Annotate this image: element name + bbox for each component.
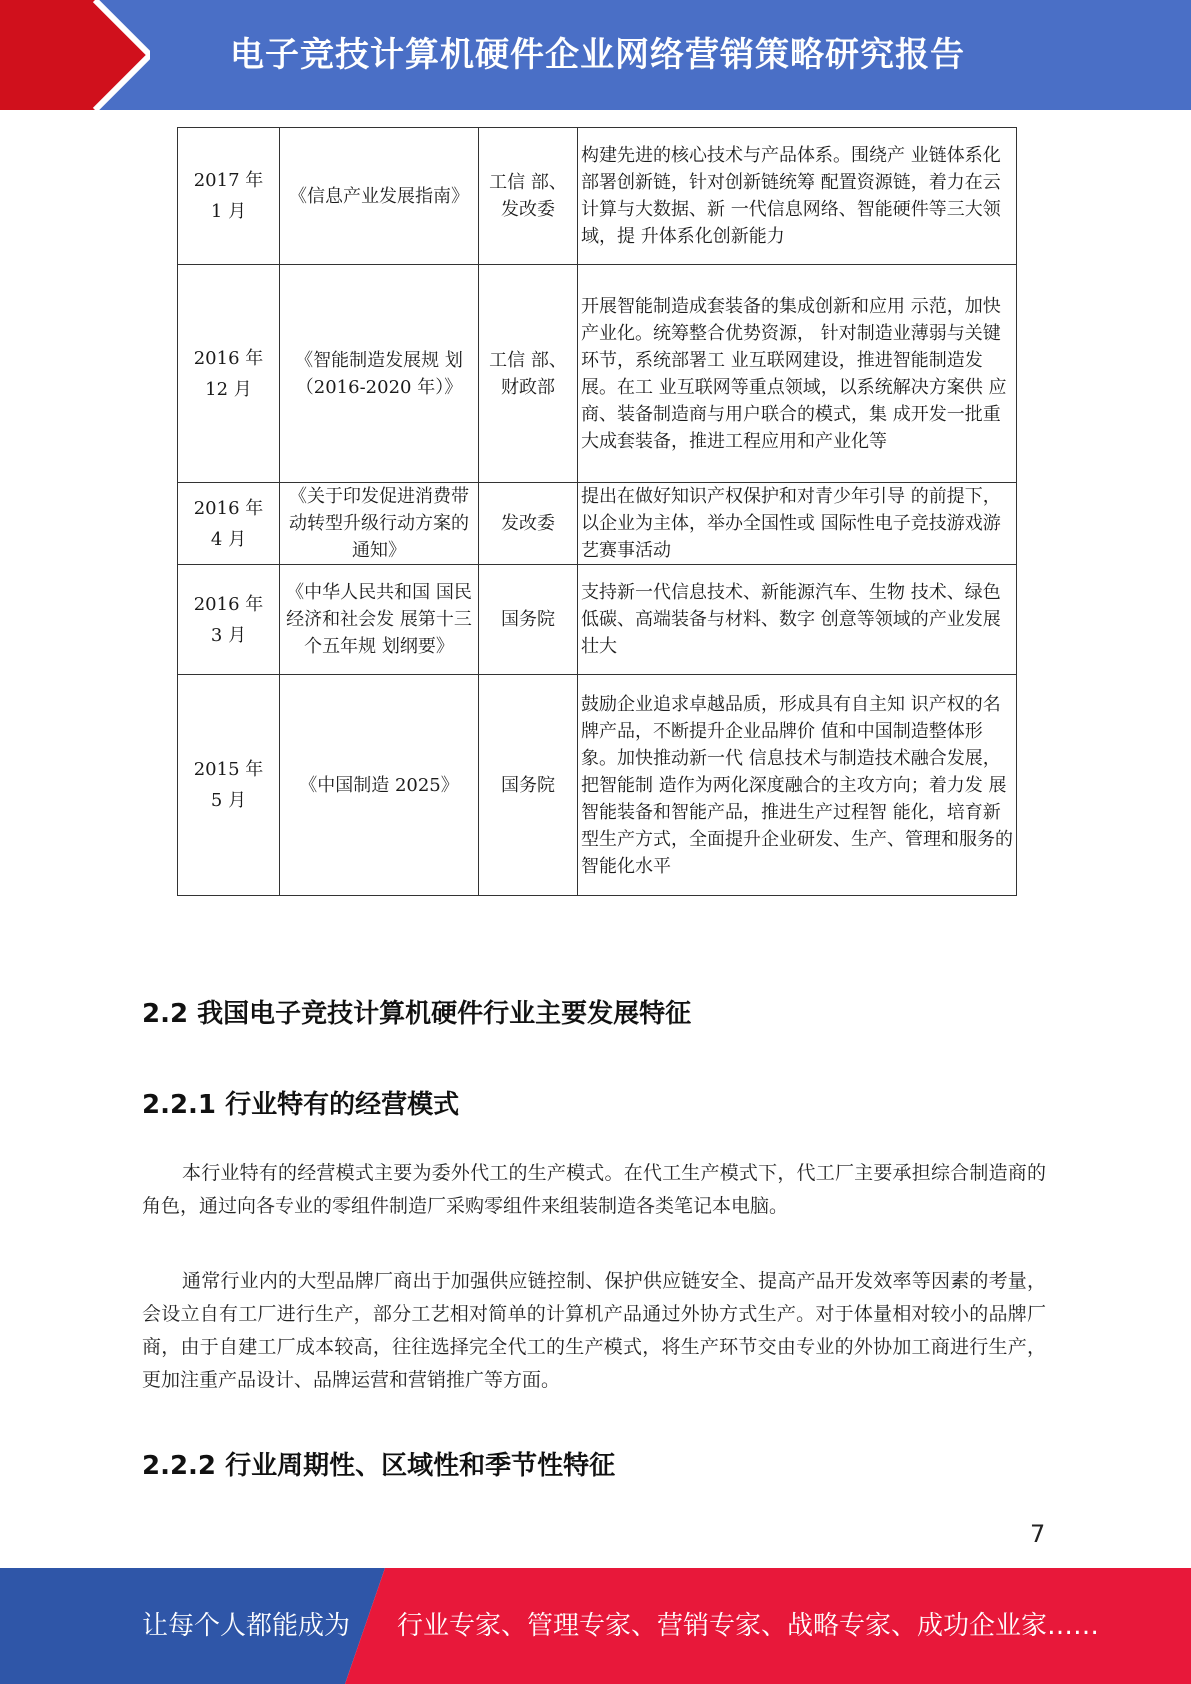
date-month: 5 月 [210, 790, 247, 811]
date-cell [178, 675, 280, 896]
report-title: 电子竞技计算机硬件企业网络营销策略研究报告 [230, 35, 965, 75]
page-header [0, 0, 1191, 110]
content-cell: 支持新一代信息技术、新能源汽车、生物 技术、绿色低碳、高端装备与材料、数字 创意等领域的产业发展壮大 [578, 565, 1017, 675]
department-cell: 国务院 [479, 675, 578, 896]
policy-table [177, 127, 1017, 896]
section-heading-2-2-2: 2.2.2 行业周期性、区域性和季节性特征 [142, 1451, 616, 1481]
page-number: 7 [1030, 1520, 1046, 1548]
paragraph: 本行业特有的经营模式主要为委外代工的生产模式。在代工生产模式下，代工厂主要承担综合制造商的角色，通过向各专业的零组件制造厂采购零组件来组装制造各类笔记本电脑。 [142, 1162, 1046, 1217]
content-cell: 构建先进的核心技术与产品体系。围绕产 业链体系化部署创新链，针对创新链统筹 配置资源链，着力在云计算与大数据、新 一代信息网络、智能硬件等三大领域，提 升体系化创新能力 [578, 128, 1017, 265]
table-row [178, 565, 1017, 675]
date-month: 3 月 [210, 624, 247, 646]
section-heading-2-2: 2.2 我国电子竞技计算机硬件行业主要发展特征 [142, 999, 692, 1029]
document-cell: 《中华人民共和国 国民经济和社会发 展第十三个五年规 划纲要》 [280, 565, 479, 675]
footer-slogan-right: 行业专家、管理专家、营销专家、战略专家、成功企业家…… [397, 1611, 1100, 1641]
date-cell [178, 128, 280, 265]
date-month: 4 月 [210, 528, 247, 550]
date-year: 2016 年 [193, 347, 264, 369]
document-cell: 《中国制造 2025》 [280, 675, 479, 896]
date-cell [178, 565, 280, 675]
content-cell: 鼓励企业追求卓越品质，形成具有自主知 识产权的名牌产品，不断提升企业品牌价 值和中国制造整体形象。加快推动新一代 信息技术与制造技术融合发展，把智能制 造作为两化深度融合的主攻方向；着力发 展智能装备和智能产品，推进生产过程智 能化，培育新型生产方式，全面提升企业研发、生产、管理和服务的智能化水平 [578, 675, 1017, 896]
content-cell: 开展智能制造成套装备的集成创新和应用 示范，加快产业化。统筹整合优势资源， 针对制造业薄弱与关键环节，系统部署工 业互联网建设，推进智能制造发展。在工 业互联网等重点领域，以系统解决方案供 应商、装备制造商与用户联合的模式，集 成开发一批重大成套装备，推进工程应用和产业化等 [578, 265, 1017, 483]
date-year: 2016 年 [193, 593, 264, 615]
department-cell: 工信 部、财政部 [479, 265, 578, 483]
table-row [178, 128, 1017, 265]
date-cell [178, 265, 280, 483]
date-year: 2016 年 [193, 497, 264, 519]
table-row [178, 675, 1017, 896]
header-red-chevron [0, 0, 150, 110]
document-cell: 《关于印发促进消费带动转型升级行动方案的通知》 [280, 483, 479, 565]
department-cell: 发改委 [479, 483, 578, 565]
table-row [178, 483, 1017, 565]
date-month: 1 月 [210, 201, 247, 222]
date-year: 2015 年 [193, 759, 264, 780]
footer-slogan-left: 让每个人都能成为 [142, 1611, 351, 1641]
date-month: 12 月 [205, 378, 252, 400]
paragraph: 通常行业内的大型品牌厂商出于加强供应链控制、保护供应链安全、提高产品开发效率等因素的考量，会设立自有工厂进行生产，部分工艺相对简单的计算机产品通过外协方式生产。对于体量相对较小的品牌厂商，由于自建工厂成本较高，往往选择完全代工的生产模式，将生产环节交由专业的外协加工商进行生产，更加注重产品设计、品牌运营和营销推广等方面。 [142, 1270, 1046, 1391]
document-cell: 《信息产业发展指南》 [280, 128, 479, 265]
document-cell: 《智能制造发展规 划（2016-2020 年）》 [280, 265, 479, 483]
section-heading-2-2-1: 2.2.1 行业特有的经营模式 [142, 1090, 460, 1120]
date-cell [178, 483, 280, 565]
department-cell: 国务院 [479, 565, 578, 675]
date-year: 2017 年 [193, 170, 264, 191]
table-row [178, 265, 1017, 483]
department-cell: 工信 部、发改委 [479, 128, 578, 265]
content-cell: 提出在做好知识产权保护和对青少年引导 的前提下，以企业为主体，举办全国性或 国际性电子竞技游戏游艺赛事活动 [578, 483, 1017, 565]
